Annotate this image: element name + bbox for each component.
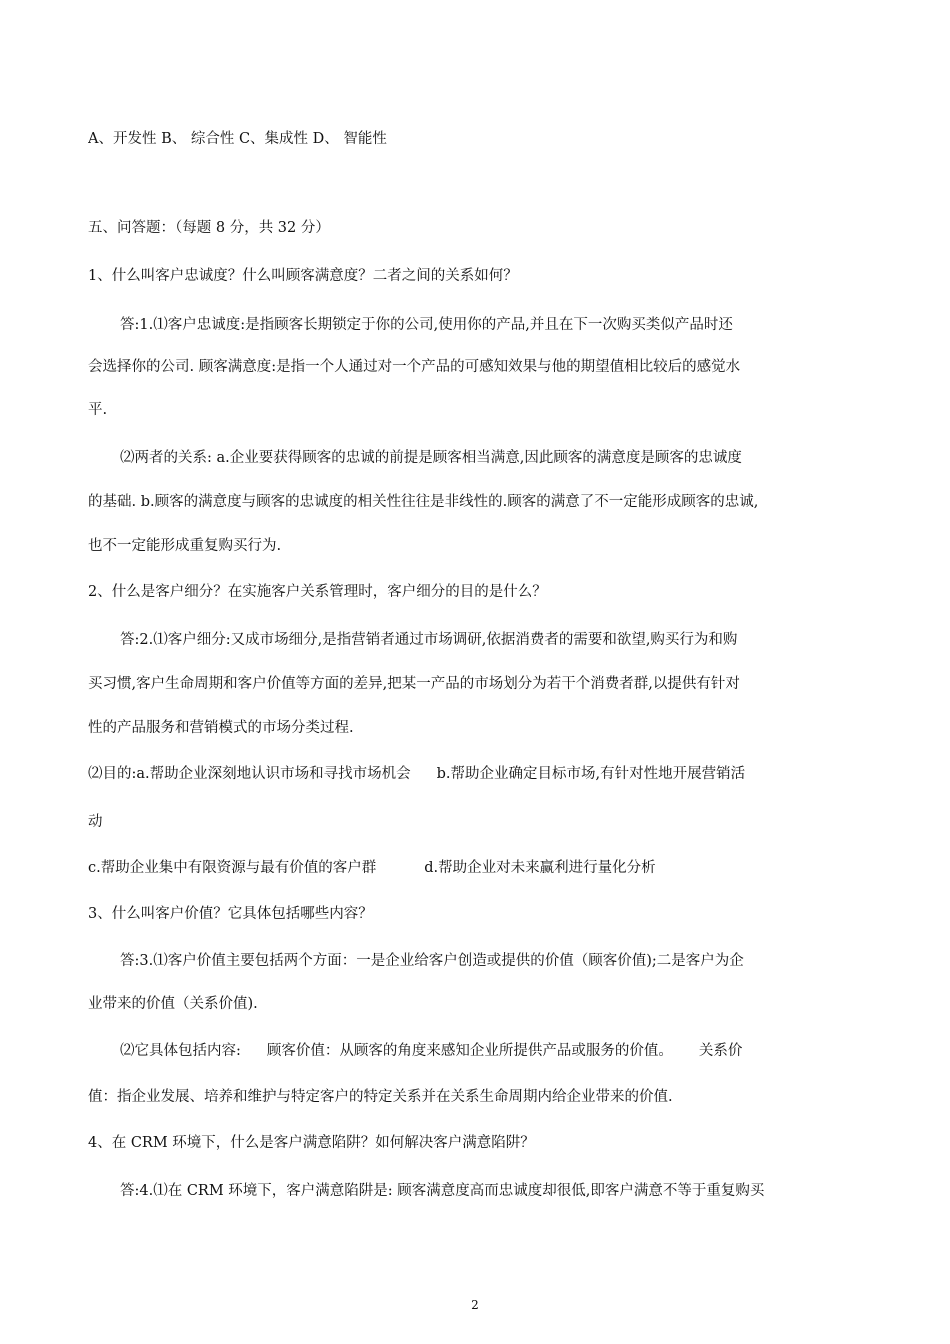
page-number: 2 [471,1298,479,1312]
purpose-d: d.帮助企业对未来赢利进行量化分析 [424,860,656,876]
answer-1-line-3: 平. [88,402,108,418]
answer-1-line-5: 的基础. b.顾客的满意度与顾客的忠诚度的相关性往往是非线性的.顾客的满意了不一定能形成顾客的忠诚, [88,494,759,510]
content-c: 关系价 [698,1043,743,1059]
question-4: 4、在 CRM 环境下，什么是客户满意陷阱？如何解决客户满意陷阱？ [88,1135,535,1151]
question-3: 3、什么叫客户价值？它具体包括哪些内容？ [88,906,373,922]
answer-3-line-1: 答:3.⑴客户价值主要包括两个方面：一是企业给客户创造或提供的价值（顾客价值);二是客户为企 [120,953,744,969]
content-a: ⑵它具体包括内容: [120,1043,241,1059]
purpose-c: c.帮助企业集中有限资源与最有价值的客户群 [88,860,377,876]
answer-3-line-2: 业带来的价值（关系价值). [88,996,258,1012]
answer-3-contents-line [120,1041,878,1061]
section-header: 五、问答题：（每题 8 分，共 32 分） [88,220,330,236]
choice-options: A、开发性 B、 综合性 C、集成性 D、 智能性 [88,131,387,147]
answer-1-line-1: 答:1.⑴客户忠诚度:是指顾客长期锁定于你的公司,使用你的产品,并且在下一次购买类似产品时还 [120,317,733,333]
purpose-a: ⑵目的:a.帮助企业深刻地认识市场和寻找市场机会 [88,766,411,782]
answer-2-line-1: 答:2.⑴客户细分:又成市场细分,是指营销者通过市场调研,依据消费者的需要和欲望,购买行为和购 [120,632,738,648]
question-2: 2、什么是客户细分？在实施客户关系管理时，客户细分的目的是什么？ [88,584,547,600]
answer-1-line-4: ⑵两者的关系: a.企业要获得顾客的忠诚的前提是顾客相当满意,因此顾客的满意度是顾客的忠诚度 [120,450,742,466]
answer-2-line-2: 买习惯,客户生命周期和客户价值等方面的差异,把某一产品的市场划分为若干个消费者群,以提供有针对 [88,676,740,692]
answer-4-line-1: 答:4.⑴在 CRM 环境下，客户满意陷阱是: 顾客满意度高而忠诚度却很低,即客户满意不等于重复购买 [120,1183,765,1199]
question-1: 1、什么叫客户忠诚度？什么叫顾客满意度？二者之间的关系如何？ [88,268,518,284]
answer-3-contents-continued: 值：指企业发展、培养和维护与特定客户的特定关系并在关系生命周期内给企业带来的价值. [88,1089,673,1105]
answer-1-line-6: 也不一定能形成重复购买行为. [88,538,282,554]
purpose-b-continued: 动 [88,814,103,830]
answer-1-line-2: 会选择你的公司. 顾客满意度:是指一个人通过对一个产品的可感知效果与他的期望值相比较后的感觉水 [88,359,741,375]
purpose-b: b.帮助企业确定目标市场,有针对性地开展营销活 [436,766,746,782]
answer-2-line-3: 性的产品服务和营销模式的市场分类过程. [88,720,354,736]
content-b: 顾客价值：从顾客的角度来感知企业所提供产品或服务的价值。 [266,1043,673,1059]
answer-2-purpose-line-2 [88,858,878,878]
answer-2-purpose-line [88,764,878,784]
